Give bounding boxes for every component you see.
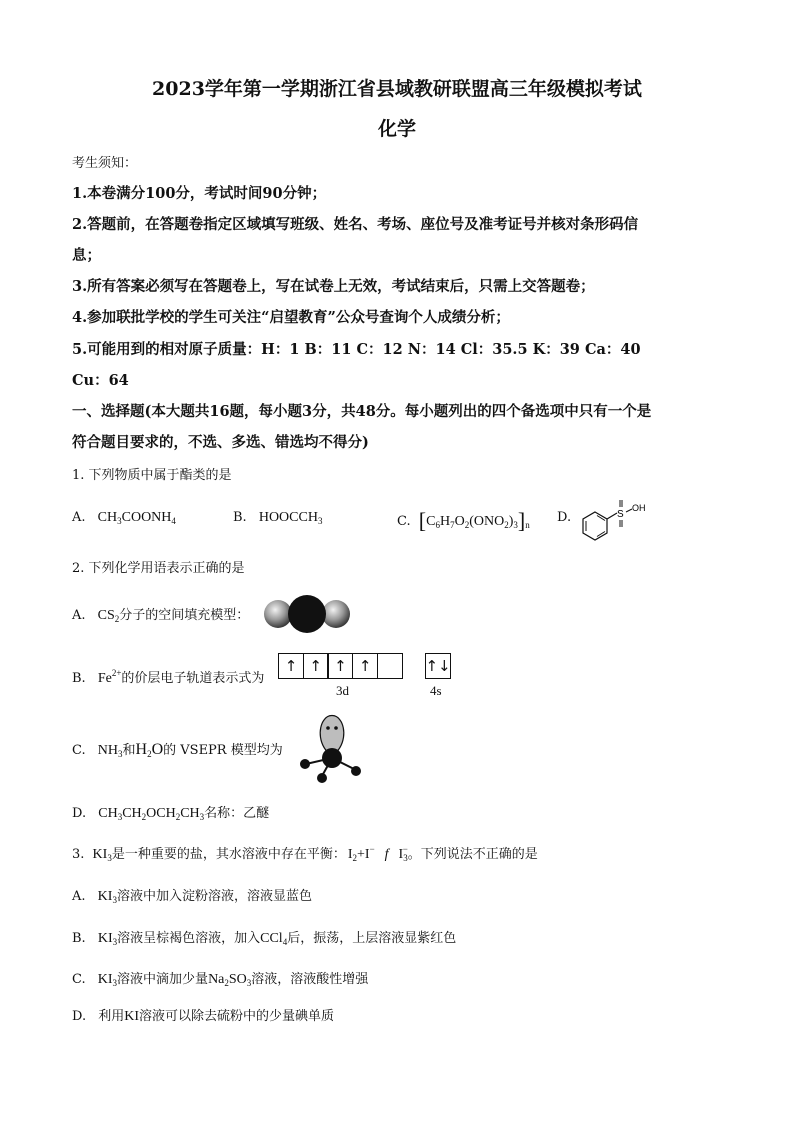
svg-text:S: S (617, 509, 624, 520)
orbital-box: ↑ (352, 653, 378, 679)
q2-option-d: D. $CH_3CH_2OCH_2CH_3$名称：乙醚 (72, 806, 270, 822)
q2-option-c: C. $NH_3$和$H_2O$的 VSEPR 模型均为 (72, 741, 283, 759)
q2-option-b: B. $Fe^{2+}$的价层电子轨道表示式为 (72, 668, 265, 686)
notice-item-2a: 2.答题前，在答题卷指定区域填写班级、姓名、考场、座位号及准考证号并核对条形码信 (72, 216, 639, 233)
q3-option-c: C. $KI_3$溶液中滴加少量$Na_2SO_3$溶液，溶液酸性增强 (72, 972, 369, 988)
q1-option-a (72, 510, 176, 526)
orbital-box: ↑↓ (425, 653, 451, 679)
q3-option-d: D. 利用KI溶液可以除去硫粉中的少量碘单质 (72, 1009, 335, 1024)
label-3d: 3d (336, 683, 349, 698)
equilibrium-equation: $I_2+I^-$ f $I_3^-$ (347, 844, 408, 863)
cs2-space-filling-model (262, 594, 354, 634)
vsepr-tetrahedral-model (296, 710, 368, 786)
page-title: 2023学年第一学期浙江省县域教研联盟高三年级模拟考试 (152, 78, 642, 100)
orbital-box: ↑ (278, 653, 304, 679)
orbital-4s (425, 653, 451, 679)
notice-item-1: 1.本卷满分100分，考试时间90分钟； (72, 185, 327, 202)
label-4s: 4s (430, 683, 442, 698)
oh-group-label: OH (632, 503, 646, 513)
notice-item-5a: 5.可能用到的相对原子质量：H：1 B：11 C：12 N：14 Cl：35.5 K：39 Ca：40 (72, 341, 641, 358)
q3-option-b: B. $KI_3$溶液呈棕褐色溶液，加入CCl$_4$后，振荡，上层溶液显紫红色 (72, 931, 457, 947)
option-label: A. (72, 510, 86, 525)
q1-option-d-label: D. (557, 510, 572, 525)
notice-item-5b: Cu：64 (72, 372, 129, 389)
orbital-box: ↑ (327, 653, 353, 679)
subject-title: 化学 (377, 118, 416, 140)
notice-heading: 考生须知： (72, 156, 138, 171)
q2-option-a: A. $CS_2$分子的空间填充模型： (72, 608, 250, 624)
q2-stem: 2. 下列化学用语表示正确的是 (72, 561, 245, 576)
formula-ch3coonh4: $CH_3COONH_4$ (97, 510, 176, 526)
orbital-box: ↑ (303, 653, 329, 679)
section-header-line1: 一、选择题(本大题共16题，每小题3分，共48分。每小题列出的四个备选项中只有一个是 (72, 403, 652, 420)
orbital-box (377, 653, 403, 679)
q3-stem: 3. $KI_3$是一种重要的盐，其水溶液中存在平衡： $I_2+I^-$ f $I_3^-$。下列说法不正确的是 (72, 844, 538, 863)
section-header-line2: 符合题目要求的，不选、多选、错选均不得分) (72, 434, 369, 451)
q1-option-b (233, 510, 322, 526)
orbital-3d (278, 653, 403, 679)
formula-nitrocellulose: $[C_6H_7O_2(ONO_2)_3]_n$ (418, 508, 530, 533)
formula-hoocch3: $HOOCCH_3$ (258, 510, 323, 526)
notice-item-4: 4.参加联批学校的学生可关注“启望教育”公众号查询个人成绩分析； (72, 309, 510, 326)
notice-item-2b: 息； (72, 247, 101, 264)
option-label: B. (233, 510, 247, 525)
notice-item-3: 3.所有答案必须写在答题卷上，写在试卷上无效，考试结束后，只需上交答题卷； (72, 278, 595, 295)
option-label: C. (397, 514, 411, 529)
q1-stem: 1. 下列物质中属于酯类的是 (72, 468, 232, 483)
q1-option-c (397, 508, 530, 534)
benzenesulfonic-acid-structure (575, 494, 650, 544)
q3-option-a: A. $KI_3$溶液中加入淀粉溶液，溶液显蓝色 (72, 889, 312, 905)
